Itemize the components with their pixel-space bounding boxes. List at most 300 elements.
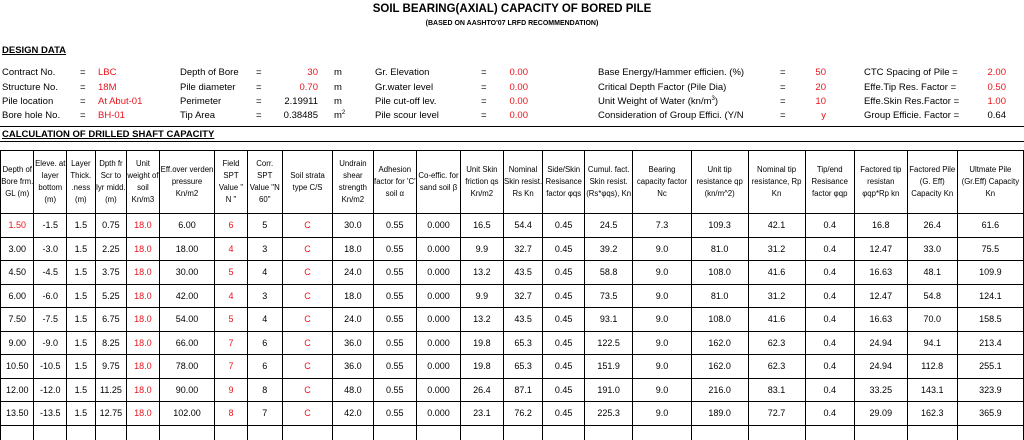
table-cell: 0.55: [373, 214, 416, 238]
equals-sign: =: [481, 82, 487, 93]
table-cell: 19.8: [460, 331, 503, 355]
column-header: Field SPT Value " N ": [215, 151, 247, 214]
table-cell: 6.00: [159, 214, 215, 238]
design-label: Gr. Elevation: [375, 67, 430, 78]
table-cell: 255.1: [957, 355, 1023, 379]
table-cell: 6.75: [95, 308, 127, 332]
table-cell: C: [282, 331, 332, 355]
table-cell: 18.0: [127, 402, 160, 426]
design-label: Pile cut-off lev.: [375, 96, 437, 107]
table-cell: 0.45: [543, 378, 585, 402]
table-cell: 5.25: [95, 284, 127, 308]
table-cell: 18.0: [127, 308, 160, 332]
table-cell: 18.0: [127, 214, 160, 238]
table-cell: [907, 425, 957, 440]
table-row: [1, 331, 1024, 355]
column-header: Bearing capacity factor Nc: [633, 151, 691, 214]
table-cell: 0.55: [373, 308, 416, 332]
table-cell: C: [282, 402, 332, 426]
table-cell: [585, 425, 633, 440]
table-cell: 42.00: [159, 284, 215, 308]
design-label: Tip Area: [180, 110, 216, 121]
table-cell: 54.4: [503, 214, 542, 238]
table-cell: 0.55: [373, 331, 416, 355]
design-label: Effe.Skin Res.Factor =: [864, 96, 960, 107]
table-cell: 10.50: [1, 355, 34, 379]
table-cell: 108.0: [691, 308, 748, 332]
table-cell: 189.0: [691, 402, 748, 426]
table-cell: 93.1: [585, 308, 633, 332]
table-cell: 0.000: [417, 284, 461, 308]
table-cell: 23.1: [460, 402, 503, 426]
table-cell: 12.47: [854, 237, 907, 261]
column-header: Eff.over verden pressure Kn/m2: [159, 151, 215, 214]
table-cell: 9.0: [633, 355, 691, 379]
table-cell: 4: [247, 261, 282, 285]
equals-sign: =: [780, 67, 786, 78]
table-cell: 32.7: [503, 284, 542, 308]
equals-sign: =: [80, 110, 86, 121]
column-header: Nominal Skin resist. Rs Kn: [503, 151, 542, 214]
table-cell: 12.75: [95, 402, 127, 426]
table-cell: 6: [247, 355, 282, 379]
design-label: Depth of Bore: [180, 67, 239, 78]
table-row: [1, 402, 1024, 426]
table-body: [1, 214, 1024, 440]
design-value: 0.00: [509, 96, 528, 107]
table-cell: 162.3: [907, 402, 957, 426]
design-value: 2.00: [987, 67, 1006, 78]
table-cell: 54.00: [159, 308, 215, 332]
table-cell: 9.0: [633, 378, 691, 402]
table-cell: C: [282, 237, 332, 261]
table-cell: 109.3: [691, 214, 748, 238]
unit-label: m: [334, 96, 342, 107]
table-cell: 6: [215, 214, 247, 238]
table-row: [1, 355, 1024, 379]
table-cell: 18.00: [159, 237, 215, 261]
equals-sign: =: [481, 96, 487, 107]
table-cell: 1.5: [67, 261, 96, 285]
table-cell: -10.5: [34, 355, 67, 379]
column-header: Side/Skin Resisance factor φqs: [543, 151, 585, 214]
table-cell: 13.50: [1, 402, 34, 426]
design-label: Unit Weight of Water $(kn/m^3)$: [598, 95, 719, 107]
table-cell: C: [282, 261, 332, 285]
table-cell: -6.0: [34, 284, 67, 308]
table-cell: 42.0: [333, 402, 373, 426]
column-header: Layer Thick. .ness (m): [67, 151, 96, 214]
table-cell: 9.0: [633, 331, 691, 355]
table-cell: 5: [247, 214, 282, 238]
column-header: Eleve. at layer bottom (m): [34, 151, 67, 214]
design-value: 18M: [98, 82, 117, 93]
table-cell: 12.47: [854, 284, 907, 308]
table-cell: 62.3: [748, 355, 805, 379]
table-cell: 41.6: [748, 261, 805, 285]
table-cell: 3: [247, 237, 282, 261]
table-cell: 18.0: [127, 237, 160, 261]
table-cell: [95, 425, 127, 440]
table-cell: 102.00: [159, 402, 215, 426]
table-cell: 0.000: [417, 261, 461, 285]
table-row: [1, 284, 1024, 308]
table-cell: 24.0: [333, 308, 373, 332]
table-cell: 7: [247, 402, 282, 426]
table-cell: 26.4: [460, 378, 503, 402]
table-cell: 0.45: [543, 214, 585, 238]
design-value: BH-01: [98, 110, 125, 121]
column-header: Undrain shear strength Kn/m2: [333, 151, 373, 214]
table-cell: 0.45: [543, 402, 585, 426]
design-label: Consideration of Group Effici. (Y/N: [598, 110, 744, 121]
table-cell: 18.0: [333, 284, 373, 308]
table-cell: 0.45: [543, 261, 585, 285]
table-cell: [373, 425, 416, 440]
table-cell: 0.4: [805, 284, 854, 308]
equals-sign: =: [256, 110, 262, 121]
table-cell: 4.50: [1, 261, 34, 285]
table-cell: 1.50: [1, 214, 34, 238]
page-subtitle: (BASED ON AASHTO'07 LRFD RECOMMENDATION): [425, 20, 599, 27]
table-cell: 48.1: [907, 261, 957, 285]
table-cell: [633, 425, 691, 440]
table-cell: 9.0: [633, 308, 691, 332]
column-header: Soil strata type C/S: [282, 151, 332, 214]
equals-sign: =: [780, 96, 786, 107]
design-label: Perimeter: [180, 96, 222, 107]
table-cell: 66.00: [159, 331, 215, 355]
table-cell: -9.0: [34, 331, 67, 355]
design-value: 1.00: [987, 96, 1006, 107]
table-cell: 225.3: [585, 402, 633, 426]
table-cell: [503, 425, 542, 440]
table-cell: 216.0: [691, 378, 748, 402]
design-label: Gr.water level: [375, 82, 434, 93]
table-cell: 12.00: [1, 378, 34, 402]
table-cell: 76.2: [503, 402, 542, 426]
table-cell: 16.8: [854, 214, 907, 238]
table-cell: 7.50: [1, 308, 34, 332]
table-cell: 1.5: [67, 378, 96, 402]
table-cell: [159, 425, 215, 440]
table-cell: 0.55: [373, 355, 416, 379]
design-value: 0.50: [987, 82, 1006, 93]
design-value: 0.70: [299, 82, 318, 93]
table-cell: 0.4: [805, 355, 854, 379]
table-cell: -7.5: [34, 308, 67, 332]
table-cell: 108.0: [691, 261, 748, 285]
table-cell: 31.2: [748, 237, 805, 261]
table-cell: 3: [247, 284, 282, 308]
column-header: Unit weight of soil Kn/m3: [127, 151, 160, 214]
table-cell: 0.55: [373, 402, 416, 426]
table-cell: [247, 425, 282, 440]
table-cell: 1.5: [67, 331, 96, 355]
table-cell: 124.1: [957, 284, 1023, 308]
table-cell: 0.75: [95, 214, 127, 238]
table-cell: 30.0: [333, 214, 373, 238]
table-cell: 70.0: [907, 308, 957, 332]
column-header: Ultmate Pile (Gr.Eff) Capacity Kn: [957, 151, 1023, 214]
table-cell: 143.1: [907, 378, 957, 402]
equals-sign: =: [481, 110, 487, 121]
table-cell: 8: [215, 402, 247, 426]
table-cell: 75.5: [957, 237, 1023, 261]
table-cell: 213.4: [957, 331, 1023, 355]
table-cell: 1.5: [67, 214, 96, 238]
unit-label: m: [334, 67, 342, 78]
table-cell: 26.4: [907, 214, 957, 238]
table-cell: 16.63: [854, 261, 907, 285]
table-cell: 6.00: [1, 284, 34, 308]
table-cell: 158.5: [957, 308, 1023, 332]
column-header: Adhesion factor for 'C' soil α: [373, 151, 416, 214]
table-cell: 9.0: [633, 284, 691, 308]
table-cell: [127, 425, 160, 440]
design-value: 30: [307, 67, 318, 78]
table-cell: [543, 425, 585, 440]
table-cell: 4: [215, 237, 247, 261]
table-row: [1, 378, 1024, 402]
table-cell: 7: [215, 331, 247, 355]
table-cell: [748, 425, 805, 440]
equals-sign: =: [780, 82, 786, 93]
table-cell: 48.0: [333, 378, 373, 402]
table-cell: [215, 425, 247, 440]
column-header: Cumul. fact. Skin resist. (Rs*φqs), Kn: [585, 151, 633, 214]
table-cell: [691, 425, 748, 440]
table-cell: 41.6: [748, 308, 805, 332]
table-cell: 33.25: [854, 378, 907, 402]
design-label: Bore hole No.: [2, 110, 61, 121]
equals-sign: =: [80, 82, 86, 93]
table-cell: -1.5: [34, 214, 67, 238]
table-cell: 19.8: [460, 355, 503, 379]
table-cell: 94.1: [907, 331, 957, 355]
table-cell: 62.3: [748, 331, 805, 355]
design-label: CTC Spacing of Pile =: [864, 67, 958, 78]
table-cell: 18.0: [127, 355, 160, 379]
table-cell: 1.5: [67, 308, 96, 332]
table-cell: 11.25: [95, 378, 127, 402]
table-cell: [957, 425, 1023, 440]
design-label: Group Efficie. Factor =: [864, 110, 960, 121]
equals-sign: =: [256, 82, 262, 93]
column-header: Factored tip resistan φqp*Rp kn: [854, 151, 907, 214]
table-cell: 162.0: [691, 355, 748, 379]
table-cell: 4: [215, 284, 247, 308]
design-value: 2.19911: [284, 96, 318, 107]
design-value: y: [821, 110, 826, 121]
table-cell: 9.9: [460, 284, 503, 308]
equals-sign: =: [780, 110, 786, 121]
design-label: Contract No.: [2, 67, 56, 78]
table-cell: 0.000: [417, 402, 461, 426]
design-value: 0.00: [509, 67, 528, 78]
table-cell: [67, 425, 96, 440]
table-cell: -13.5: [34, 402, 67, 426]
table-cell: C: [282, 308, 332, 332]
table-cell: 323.9: [957, 378, 1023, 402]
table-cell: [34, 425, 67, 440]
capacity-table: [0, 150, 1024, 440]
table-cell: 87.1: [503, 378, 542, 402]
table-cell: 6: [247, 331, 282, 355]
column-header: Depth of Bore frm. GL (m): [1, 151, 34, 214]
table-cell: 8.25: [95, 331, 127, 355]
table-cell: 0.000: [417, 237, 461, 261]
table-cell: 0.4: [805, 402, 854, 426]
table-cell: 0.55: [373, 261, 416, 285]
table-cell: 43.5: [503, 261, 542, 285]
table-cell: 9.00: [1, 331, 34, 355]
table-cell: [282, 425, 332, 440]
table-cell: 112.8: [907, 355, 957, 379]
table-cell: 9.9: [460, 237, 503, 261]
table-cell: 0.4: [805, 308, 854, 332]
separator-line: [0, 126, 1024, 127]
page-title: SOIL BEARING(AXIAL) CAPACITY OF BORED PILE: [372, 3, 652, 15]
table-cell: 24.94: [854, 331, 907, 355]
design-value: LBC: [98, 67, 117, 78]
table-cell: C: [282, 284, 332, 308]
table-cell: [417, 425, 461, 440]
table-cell: 83.1: [748, 378, 805, 402]
table-cell: -3.0: [34, 237, 67, 261]
table-cell: 33.0: [907, 237, 957, 261]
table-cell: 43.5: [503, 308, 542, 332]
table-cell: 365.9: [957, 402, 1023, 426]
table-cell: 16.5: [460, 214, 503, 238]
table-cell: 8: [247, 378, 282, 402]
table-cell: 0.4: [805, 237, 854, 261]
table-cell: C: [282, 378, 332, 402]
design-label: Pile scour level: [375, 110, 439, 121]
design-value: At Abut-01: [98, 96, 143, 107]
table-cell: 0.000: [417, 308, 461, 332]
table-cell: 13.2: [460, 308, 503, 332]
table-cell: 81.0: [691, 284, 748, 308]
unit-label: $m^2$: [334, 109, 346, 121]
table-cell: 13.2: [460, 261, 503, 285]
design-value: 0.64: [987, 110, 1006, 121]
table-cell: [1, 425, 34, 440]
table-cell: 29.09: [854, 402, 907, 426]
design-label: Structure No.: [2, 82, 58, 93]
table-cell: 109.9: [957, 261, 1023, 285]
table-cell: -12.0: [34, 378, 67, 402]
table-cell: 0.45: [543, 237, 585, 261]
table-cell: 0.4: [805, 214, 854, 238]
column-header: Unit Skin friction qs Kn/m2: [460, 151, 503, 214]
table-cell: 1.5: [67, 284, 96, 308]
column-header: Nominal tip resistance, Rp Kn: [748, 151, 805, 214]
table-cell: 24.94: [854, 355, 907, 379]
table-cell: [333, 425, 373, 440]
table-cell: 0.4: [805, 261, 854, 285]
table-cell: 0.45: [543, 331, 585, 355]
equals-sign: =: [481, 67, 487, 78]
table-cell: [805, 425, 854, 440]
column-header: Factored Pile (G. Eff) Capacity Kn: [907, 151, 957, 214]
table-cell: C: [282, 355, 332, 379]
unit-label: m: [334, 82, 342, 93]
table-cell: 151.9: [585, 355, 633, 379]
table-cell: 162.0: [691, 331, 748, 355]
table-row: [1, 214, 1024, 238]
table-cell: 9.0: [633, 261, 691, 285]
table-cell: 18.0: [127, 378, 160, 402]
design-value: 0.00: [509, 82, 528, 93]
table-cell: 9: [215, 378, 247, 402]
table-row: [1, 237, 1024, 261]
table-cell: 0.45: [543, 284, 585, 308]
design-value: 0.38485: [283, 110, 318, 121]
design-label: Critical Depth Factor (Pile Dia): [598, 82, 727, 93]
table-row: [1, 308, 1024, 332]
table-cell: 9.75: [95, 355, 127, 379]
table-cell: 78.00: [159, 355, 215, 379]
table-cell: 32.7: [503, 237, 542, 261]
table-cell: 30.00: [159, 261, 215, 285]
column-header: Corr. SPT Value "N 60": [247, 151, 282, 214]
table-cell: [854, 425, 907, 440]
column-header: Tip/end Resisance factor φqp: [805, 151, 854, 214]
column-header: Co-effic. for sand soil β: [417, 151, 461, 214]
table-cell: 65.3: [503, 331, 542, 355]
table-cell: 0.45: [543, 308, 585, 332]
table-cell: 1.5: [67, 355, 96, 379]
table-cell: 18.0: [127, 261, 160, 285]
design-value: 20: [815, 82, 826, 93]
table-cell: 9.0: [633, 402, 691, 426]
design-value: 10: [815, 96, 826, 107]
table-cell: 81.0: [691, 237, 748, 261]
equals-sign: =: [80, 96, 86, 107]
design-label: Effe.Tip Res. Factor =: [864, 82, 957, 93]
table-cell: 7.3: [633, 214, 691, 238]
table-cell: 0.55: [373, 237, 416, 261]
table-row: [1, 425, 1024, 440]
table-cell: [460, 425, 503, 440]
table-cell: 61.6: [957, 214, 1023, 238]
table-cell: 58.8: [585, 261, 633, 285]
table-cell: 54.8: [907, 284, 957, 308]
equals-sign: =: [256, 67, 262, 78]
table-cell: 0.000: [417, 214, 461, 238]
calc-heading: CALCULATION OF DRILLED SHAFT CAPACITY: [2, 129, 215, 140]
table-cell: 0.55: [373, 378, 416, 402]
table-cell: 42.1: [748, 214, 805, 238]
table-cell: 31.2: [748, 284, 805, 308]
table-cell: 36.0: [333, 331, 373, 355]
table-cell: 1.5: [67, 237, 96, 261]
separator-line: [0, 141, 1024, 142]
table-cell: 24.0: [333, 261, 373, 285]
table-cell: 24.5: [585, 214, 633, 238]
table-cell: 5: [215, 261, 247, 285]
table-cell: 72.7: [748, 402, 805, 426]
table-cell: 0.4: [805, 378, 854, 402]
table-cell: 65.3: [503, 355, 542, 379]
table-cell: 9.0: [633, 237, 691, 261]
table-cell: 18.0: [333, 237, 373, 261]
table-cell: 0.4: [805, 331, 854, 355]
table-cell: 0.55: [373, 284, 416, 308]
equals-sign: =: [256, 96, 262, 107]
table-cell: 0.45: [543, 355, 585, 379]
